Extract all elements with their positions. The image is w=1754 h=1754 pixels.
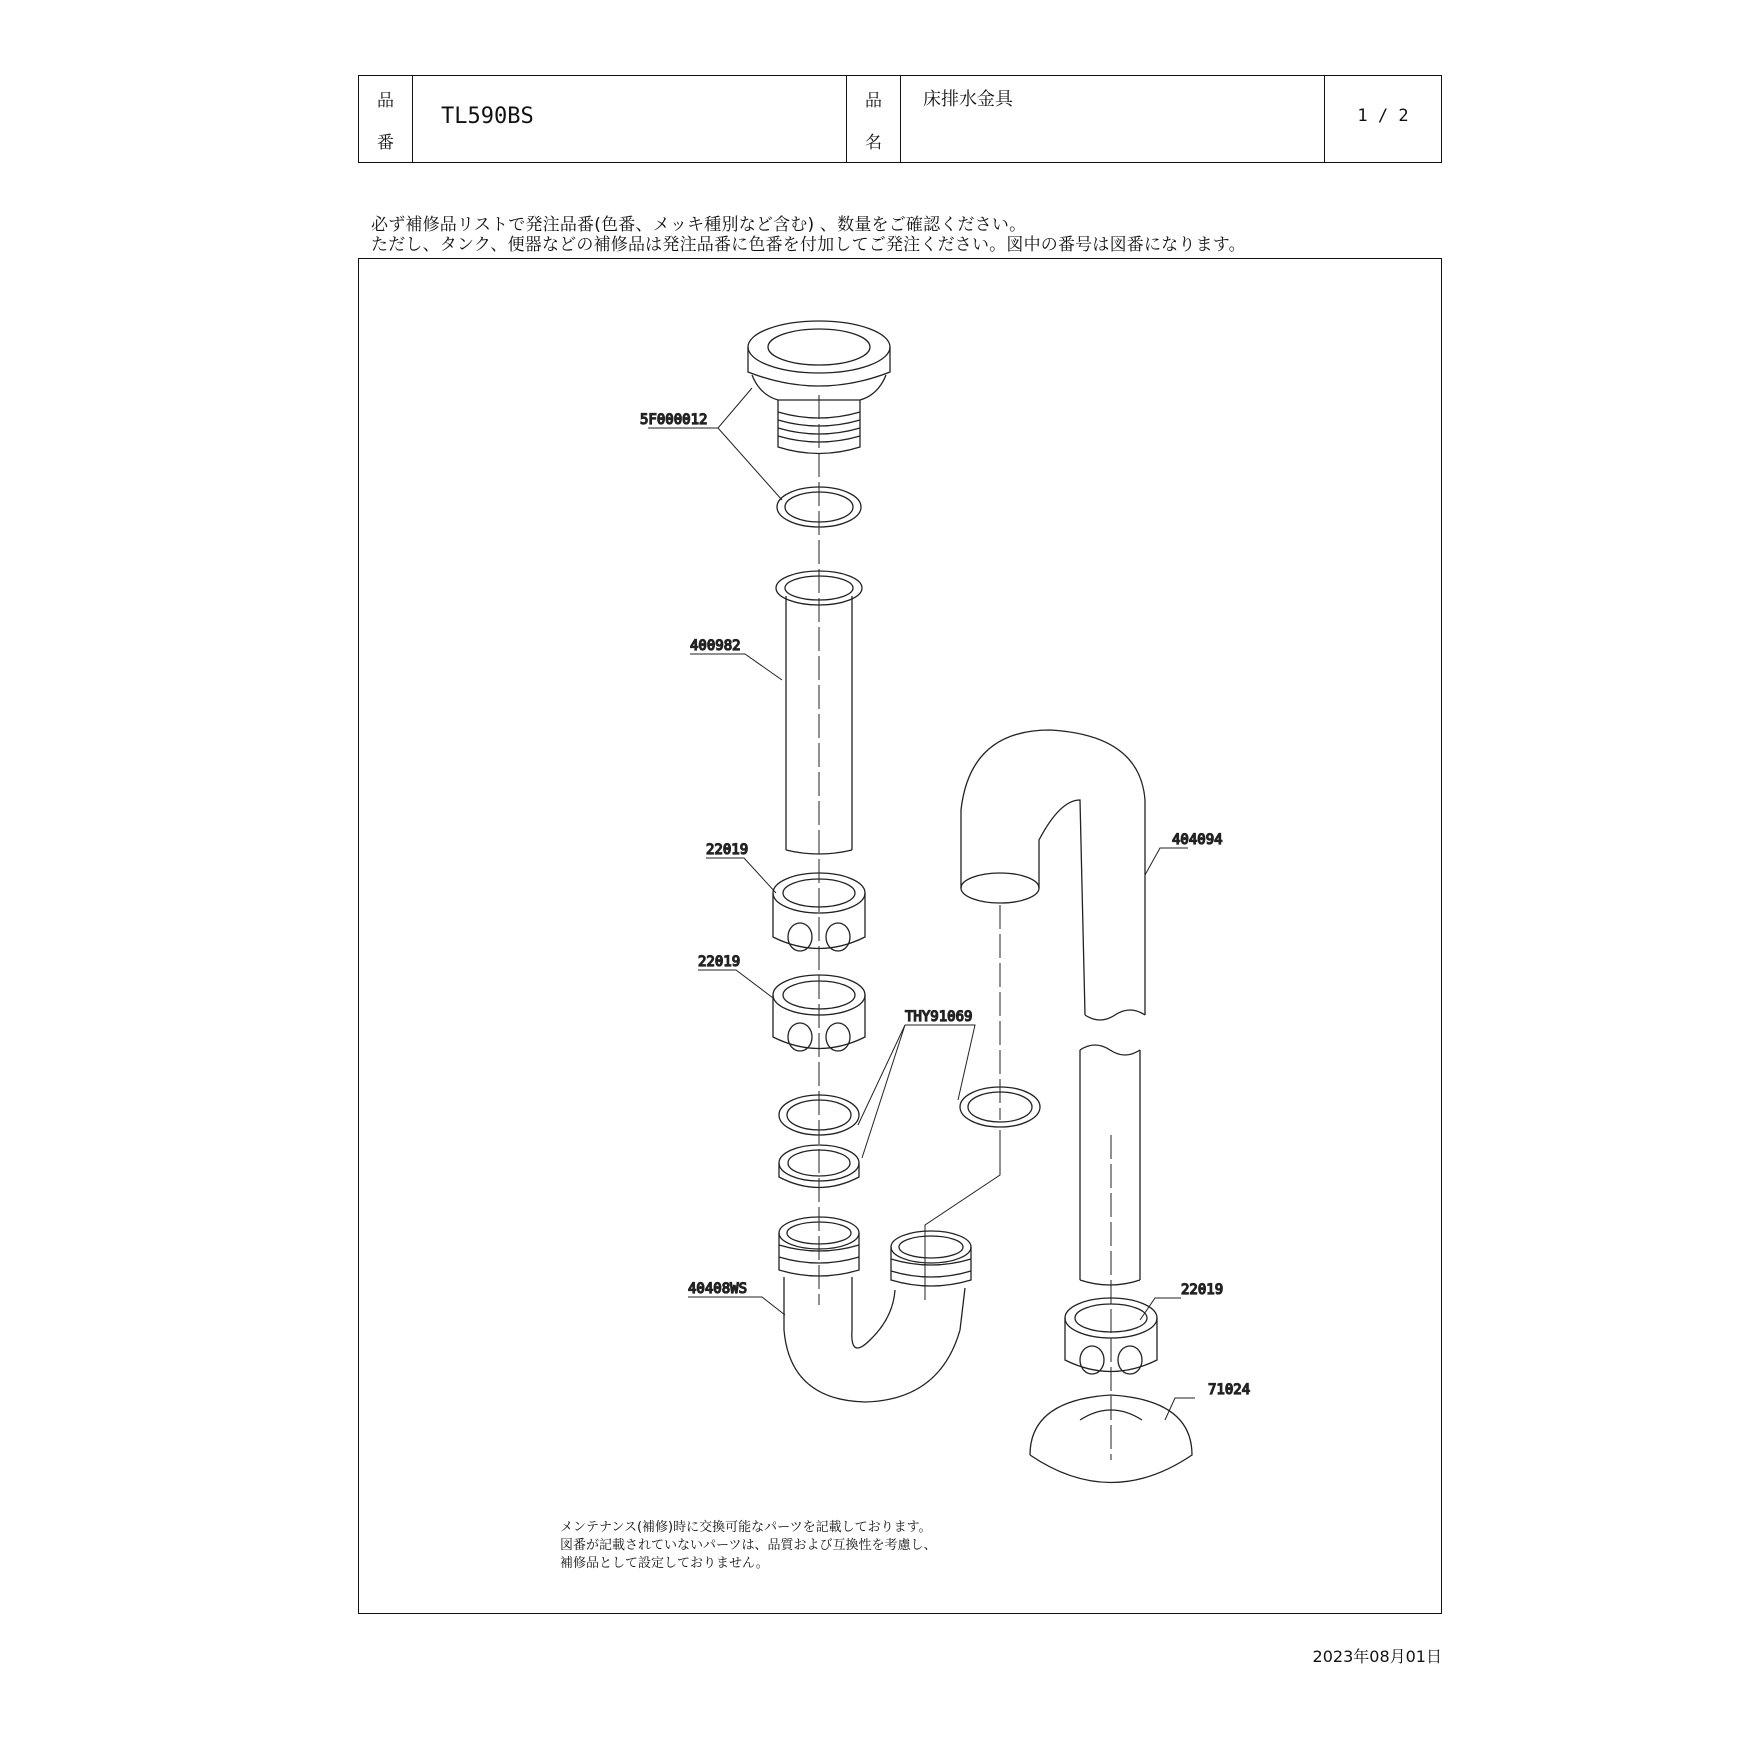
part-number: TL590BS: [441, 104, 534, 129]
part-label-bend: 404094: [1172, 832, 1223, 848]
p-trap: [779, 1217, 971, 1402]
part-label-nut-c: 22019: [1181, 1282, 1224, 1298]
maintenance-note-line-1: メンテナンス(補修)時に交換可能なパーツを記載しております。: [560, 1520, 932, 1535]
part-label-pipe: 400982: [690, 638, 741, 654]
maintenance-note-line-2: 図番が記載されていないパーツは、品質および互換性を考慮し、: [560, 1538, 937, 1553]
straight-pipe: [1080, 1045, 1140, 1285]
order-note-line-2: ただし、タンク、便器などの補修品は発注品番に色番を付加してご発注ください。図中の番号は図番になります。: [371, 235, 1246, 255]
part-label-drain: 5F000012: [640, 412, 708, 428]
part-name-label-char-1: 品: [865, 91, 882, 111]
part-name-label-char-2: 名: [865, 133, 882, 153]
part-label-flange: 71024: [1208, 1382, 1251, 1398]
part-label-nut-b: 22019: [698, 954, 741, 970]
part-number-label-char-2: 番: [377, 133, 394, 153]
issue-date: 2023年08月01日: [1312, 1647, 1442, 1666]
part-name: 床排水金具: [923, 89, 1013, 110]
part-number-label-char-1: 品: [377, 91, 394, 111]
drain-fitting: [748, 321, 890, 454]
part-label-nut-a: 22019: [706, 842, 749, 858]
order-note-line-1: 必ず補修品リストで発注品番(色番、メッキ種別など含む) 、数量をご確認ください。: [371, 215, 1027, 235]
part-label-gasket: THY91069: [905, 1009, 973, 1025]
page-number: 1 / 2: [1357, 106, 1409, 126]
part-label-trap: 40408WS: [688, 1281, 748, 1297]
maintenance-note-line-3: 補修品として設定しておりません。: [560, 1556, 769, 1571]
s-bend-pipe: [961, 730, 1145, 1120]
